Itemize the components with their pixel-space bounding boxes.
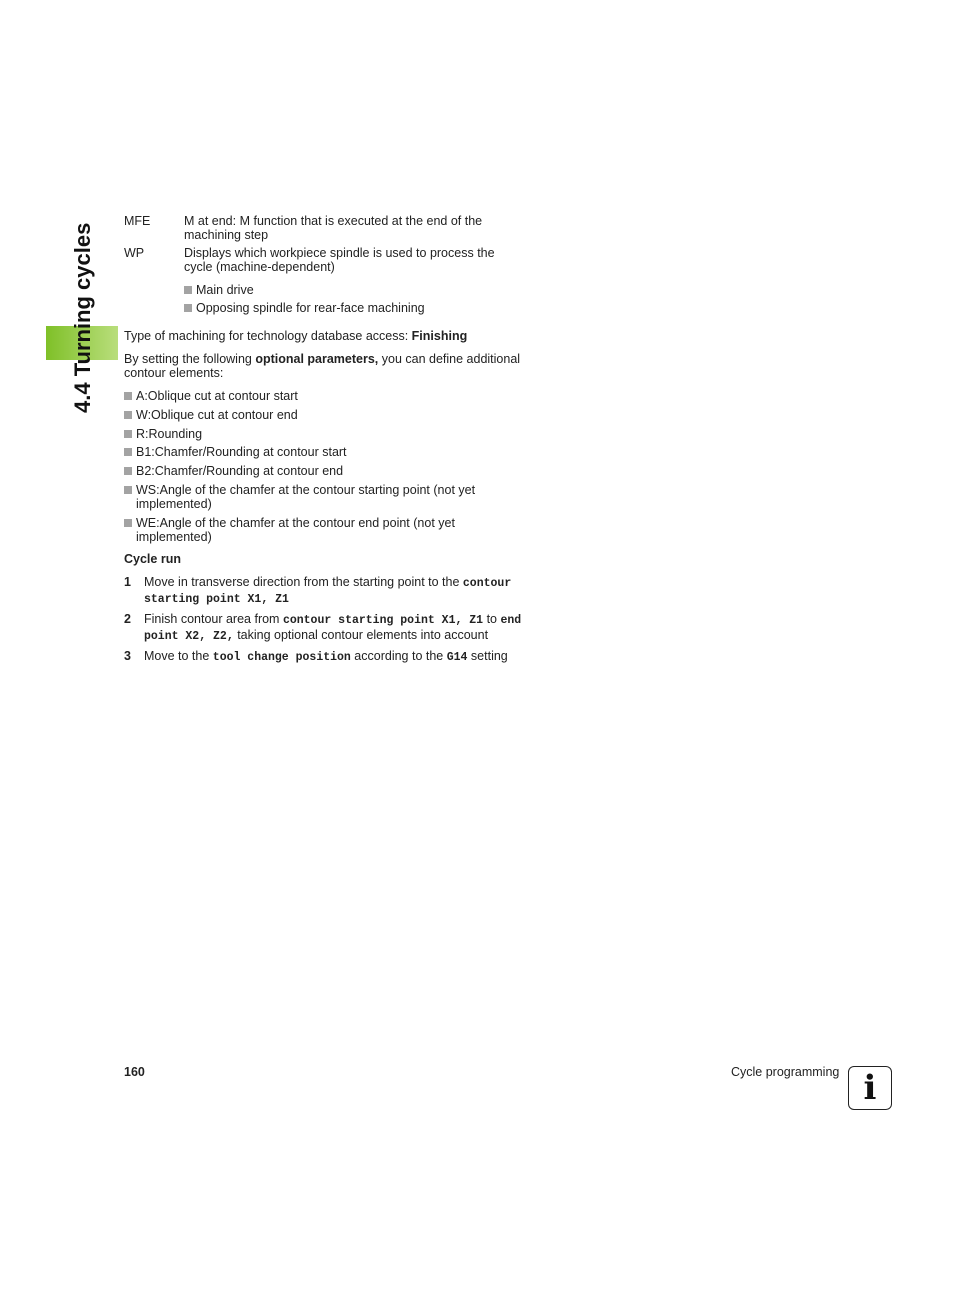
optional-parameter-list — [124, 389, 524, 549]
step-item — [124, 575, 524, 607]
step-number: 3 — [124, 649, 131, 663]
parameter-row — [124, 246, 524, 274]
step-text: Move to the tool change position according to the G14 setting — [144, 649, 508, 664]
square-bullet-icon — [124, 392, 132, 400]
section-title: 4.4 Turning cycles — [70, 222, 95, 413]
info-icon: i — [848, 1066, 892, 1110]
list-item: B1:Chamfer/Rounding at contour start — [124, 445, 524, 459]
square-bullet-icon — [184, 286, 192, 294]
list-item: WE:Angle of the chamfer at the contour end point (not yet implemented) — [124, 516, 524, 544]
square-bullet-icon — [124, 448, 132, 456]
wp-option-list — [184, 283, 425, 319]
list-item: Opposing spindle for rear-face machining — [184, 301, 425, 315]
chapter-title: Cycle programming — [731, 1065, 840, 1079]
cycle-run-steps — [124, 575, 524, 670]
list-item: W:Oblique cut at contour end — [124, 408, 524, 422]
step-text: Finish contour area from contour starting point X1, Z1 to end point X2, Z2, taking optional contour elements into account — [144, 612, 522, 643]
page-number: 160 — [124, 1065, 145, 1079]
step-text: Move in transverse direction from the starting point to the contour starting point X1, Z1 — [144, 575, 512, 606]
cycle-run-heading: Cycle run — [124, 552, 181, 566]
technology-paragraph: Type of machining for technology database access: Finishing — [124, 329, 468, 343]
parameter-desc: M at end: M function that is executed at the end of the machining step — [184, 214, 483, 242]
parameter-term: MFE — [124, 214, 151, 228]
list-item: Main drive — [184, 283, 425, 297]
square-bullet-icon — [124, 519, 132, 527]
step-item — [124, 649, 524, 665]
list-item: B2:Chamfer/Rounding at contour end — [124, 464, 524, 478]
step-number: 2 — [124, 612, 131, 626]
parameter-term: WP — [124, 246, 145, 260]
parameter-desc: Displays which workpiece spindle is used to process the cycle (machine-dependent) — [184, 246, 495, 274]
square-bullet-icon — [124, 430, 132, 438]
list-item: R:Rounding — [124, 427, 524, 441]
parameter-row — [124, 214, 524, 242]
optional-paragraph: By setting the following optional parameters, you can define additional contour elements: — [124, 352, 521, 380]
step-item — [124, 612, 524, 644]
square-bullet-icon — [124, 467, 132, 475]
square-bullet-icon — [124, 411, 132, 419]
square-bullet-icon — [184, 304, 192, 312]
list-item: WS:Angle of the chamfer at the contour starting point (not yet implemented) — [124, 483, 524, 511]
step-number: 1 — [124, 575, 131, 589]
square-bullet-icon — [124, 486, 132, 494]
list-item: A:Oblique cut at contour start — [124, 389, 524, 403]
parameter-list — [124, 214, 524, 278]
